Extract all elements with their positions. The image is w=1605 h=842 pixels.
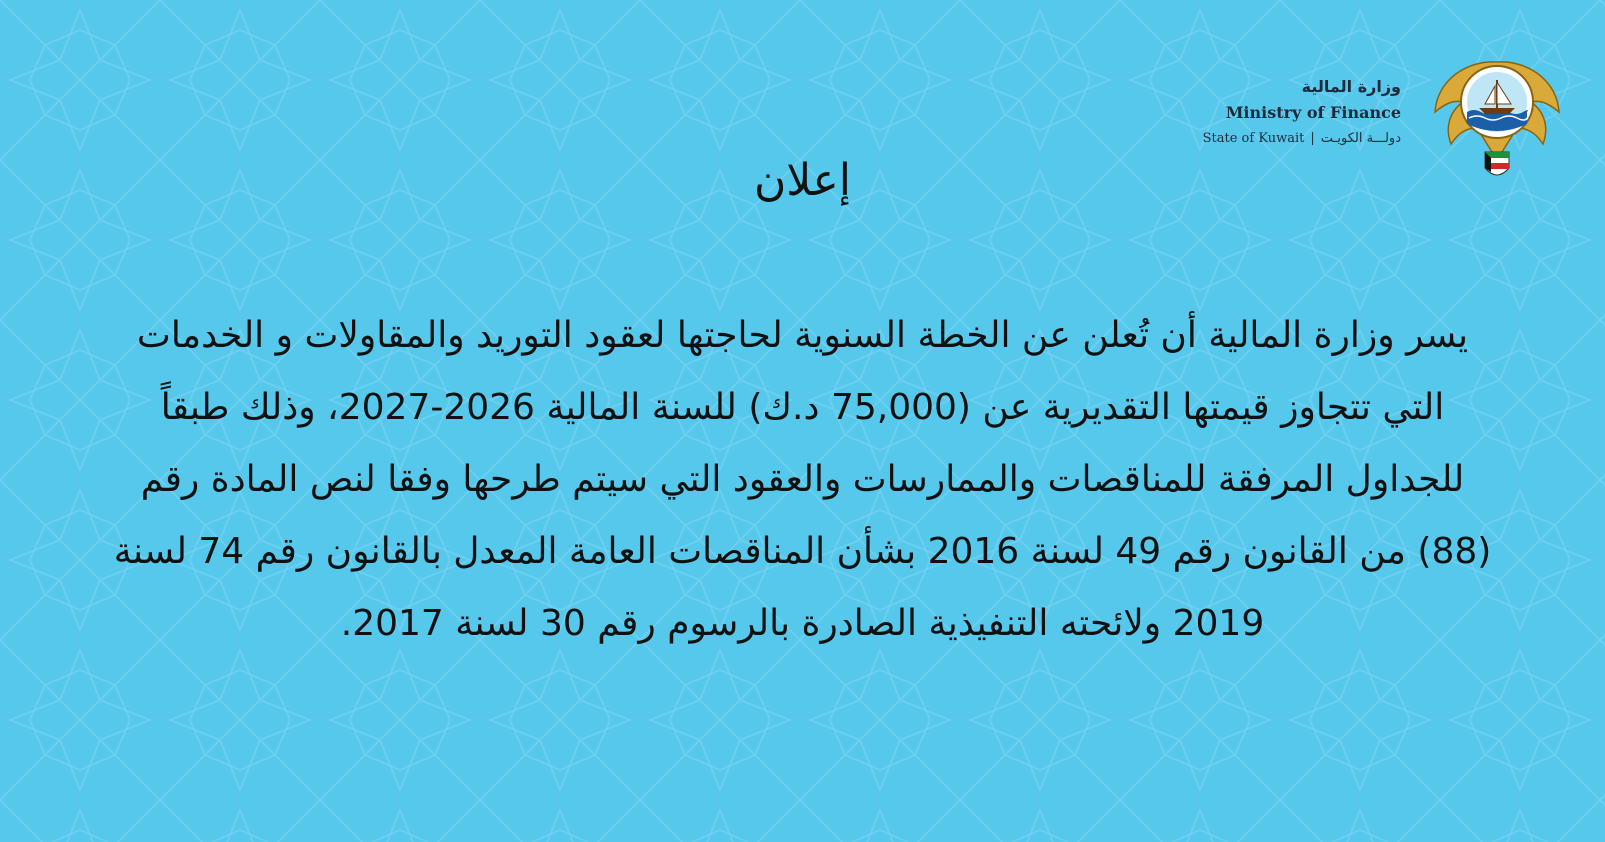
announcement-title: إعلان <box>753 155 852 206</box>
state-name-arabic: دولـــة الكويـت <box>1320 131 1401 147</box>
ministry-name-english: Ministry of Finance <box>1225 103 1401 123</box>
state-separator: | <box>1310 131 1315 147</box>
ministry-name-arabic: وزارة المالية <box>1301 77 1401 97</box>
state-name-english: State of Kuwait <box>1202 131 1305 147</box>
announcement-body: يسر وزارة المالية أن تُعلن عن الخطة السنوية لحاجتها لعقود التوريد والمقاولات و الخدمات التي تتجاوز قيمتها التقديرية عن (75,000 د.ك) للسنة المالية 2026-2027، وذلك طبقاً للجداول المرفقة للمناقصات والممارسات والعقود التي سيتم طرحها وفقا لنص المادة رقم (88) من القانون رقم 49 لسنة 2016 بشأن المناقصات العامة المعدل بالقانون رقم 74 لسنة 2019 ولائحته التنفيذية الصادرة بالرسوم رقم 30 لسنة 2017. <box>113 315 1492 644</box>
state-line <box>1203 131 1401 147</box>
ministry-text-block <box>1203 77 1401 147</box>
